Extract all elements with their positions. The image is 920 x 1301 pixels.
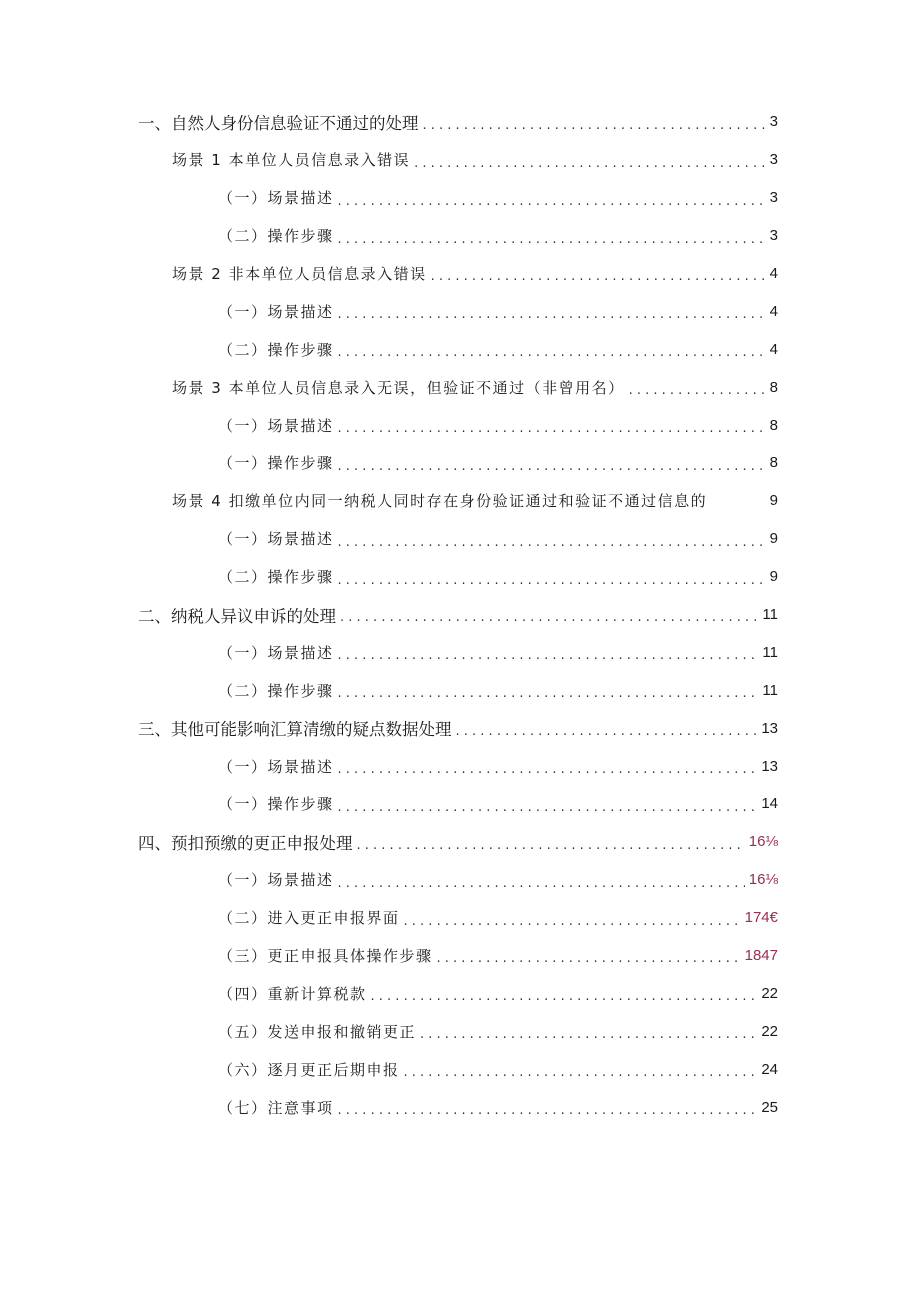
toc-entry-title: （七）注意事项 xyxy=(218,1098,334,1117)
toc-scenario-row[interactable] xyxy=(138,255,778,293)
toc-entry-title: （四）重新计算税款 xyxy=(218,984,367,1003)
toc-scenario-row[interactable] xyxy=(138,368,778,406)
toc-page-number: 11 xyxy=(762,643,778,661)
toc-dot-leader xyxy=(404,1066,758,1088)
toc-dot-leader xyxy=(420,1028,757,1050)
toc-section-row[interactable] xyxy=(138,520,778,558)
toc-section-row[interactable] xyxy=(138,671,778,709)
toc-entry-title: 一、自然人身份信息验证不通过的处理 xyxy=(138,113,419,133)
toc-section-row[interactable] xyxy=(138,937,778,975)
toc-dot-leader xyxy=(338,536,766,558)
toc-entry-title: （一）场景描述 xyxy=(218,189,334,208)
toc-dot-leader xyxy=(338,574,766,596)
toc-dot-leader xyxy=(338,195,766,217)
toc-entry-title: （五）发送申报和撤销更正 xyxy=(218,1022,417,1041)
toc-scenario-row[interactable] xyxy=(138,482,778,520)
toc-page-number: 22 xyxy=(761,1022,778,1040)
toc-dot-leader xyxy=(371,990,758,1012)
toc-entry-title: （一）操作步骤 xyxy=(218,454,334,473)
toc-entry-title: （二）操作步骤 xyxy=(218,681,334,700)
toc-entry-title: （一）场景描述 xyxy=(218,643,334,662)
toc-entry-title: （二）操作步骤 xyxy=(218,340,334,359)
toc-chapter-row[interactable] xyxy=(138,709,778,747)
toc-entry-title: 三、其他可能影响汇算清缴的疑点数据处理 xyxy=(138,720,452,740)
toc-page-number: 9 xyxy=(769,530,778,548)
toc-dot-leader xyxy=(338,687,759,709)
toc-entry-title: （一）场景描述 xyxy=(218,530,334,549)
toc-entry-title: 场景 4 扣缴单位内同一纳税人同时存在身份验证通过和验证不通过信息的 xyxy=(172,492,708,511)
toc-page-number: 16⅛ xyxy=(748,833,778,851)
toc-entry-title: （一）场景描述 xyxy=(218,416,334,435)
toc-entry-title: 场景 3 本单位人员信息录入无误，但验证不通过（非曾用名） xyxy=(172,378,625,397)
toc-entry-title: （二）进入更正申报界面 xyxy=(218,909,400,928)
toc-chapter-row[interactable] xyxy=(138,596,778,634)
toc-section-row[interactable] xyxy=(138,179,778,217)
toc-page-number: 25 xyxy=(761,1098,778,1116)
toc-dot-leader xyxy=(629,384,766,406)
toc-section-row[interactable] xyxy=(138,217,778,255)
toc-entry-title: 场景 2 非本单位人员信息录入错误 xyxy=(172,265,427,283)
toc-dot-leader xyxy=(338,460,766,482)
toc-page-number: 174€ xyxy=(744,909,778,927)
toc-section-row[interactable] xyxy=(138,1012,778,1050)
toc-dot-leader xyxy=(414,157,766,179)
toc-page-number: 1847 xyxy=(744,947,778,965)
toc-dot-leader xyxy=(338,877,745,899)
toc-entry-title: （一）场景描述 xyxy=(218,302,334,321)
toc-chapter-row[interactable] xyxy=(138,103,778,141)
toc-entry-title: 场景 1 本单位人员信息录入错误 xyxy=(172,151,411,170)
toc-dot-leader xyxy=(456,725,758,747)
toc-scenario-row[interactable] xyxy=(138,141,778,179)
toc-dot-leader xyxy=(357,839,745,861)
toc-page-number: 16⅛ xyxy=(748,871,778,889)
toc-dot-leader xyxy=(431,270,766,292)
toc-page-number: 3 xyxy=(769,113,778,131)
toc-dot-leader xyxy=(437,952,741,974)
toc-page-number: 9 xyxy=(769,568,778,586)
toc-section-row[interactable] xyxy=(138,444,778,482)
toc-section-row[interactable] xyxy=(138,899,778,937)
toc-page-number: 9 xyxy=(769,492,778,510)
toc-page-number: 3 xyxy=(769,151,778,169)
toc-section-row[interactable] xyxy=(138,785,778,823)
toc-entry-title: （一）场景描述 xyxy=(218,871,334,890)
toc-dot-leader xyxy=(423,119,766,141)
toc-entry-title: （六）逐月更正后期申报 xyxy=(218,1060,400,1079)
toc-entry-title: （二）操作步骤 xyxy=(218,568,334,587)
toc-section-row[interactable] xyxy=(138,330,778,368)
toc-page-number: 8 xyxy=(769,416,778,434)
toc-page-number: 13 xyxy=(761,719,778,737)
table-of-contents xyxy=(138,103,778,1126)
toc-dot-leader xyxy=(338,801,758,823)
toc-dot-leader xyxy=(338,649,759,671)
toc-chapter-row[interactable] xyxy=(138,823,778,861)
toc-page-number: 4 xyxy=(769,340,778,358)
toc-page-number: 24 xyxy=(761,1060,778,1078)
toc-section-row[interactable] xyxy=(138,974,778,1012)
toc-section-row[interactable] xyxy=(138,558,778,596)
toc-dot-leader xyxy=(338,233,766,255)
toc-entry-title: （三）更正申报具体操作步骤 xyxy=(218,947,433,966)
toc-section-row[interactable] xyxy=(138,633,778,671)
toc-page-number: 14 xyxy=(761,795,778,813)
toc-dot-leader xyxy=(340,611,758,633)
toc-page-number: 11 xyxy=(762,606,778,624)
toc-dot-leader xyxy=(338,308,766,330)
toc-dot-leader xyxy=(338,422,766,444)
toc-page-number: 13 xyxy=(761,757,778,775)
toc-entry-title: （一）操作步骤 xyxy=(218,795,334,814)
toc-page-number: 22 xyxy=(761,984,778,1002)
toc-entry-title: （一）场景描述 xyxy=(218,757,334,776)
toc-entry-title: （二）操作步骤 xyxy=(218,227,334,246)
toc-section-row[interactable] xyxy=(138,861,778,899)
toc-section-row[interactable] xyxy=(138,406,778,444)
toc-section-row[interactable] xyxy=(138,1050,778,1088)
toc-page-number: 11 xyxy=(762,681,778,699)
toc-entry-title: 二、纳税人异议申诉的处理 xyxy=(138,606,336,626)
toc-section-row[interactable] xyxy=(138,747,778,785)
toc-section-row[interactable] xyxy=(138,292,778,330)
toc-section-row[interactable] xyxy=(138,1088,778,1126)
toc-dot-leader xyxy=(338,763,758,785)
toc-page-number: 4 xyxy=(769,265,778,282)
toc-dot-leader xyxy=(404,915,741,937)
toc-page-number: 8 xyxy=(769,378,778,396)
toc-page-number: 3 xyxy=(769,227,778,245)
toc-dot-leader xyxy=(338,1104,758,1126)
toc-page-number: 4 xyxy=(769,302,778,320)
toc-page-number: 3 xyxy=(769,189,778,207)
toc-dot-leader xyxy=(338,346,766,368)
toc-entry-title: 四、预扣预缴的更正申报处理 xyxy=(138,833,353,853)
toc-page-number: 8 xyxy=(769,454,778,472)
